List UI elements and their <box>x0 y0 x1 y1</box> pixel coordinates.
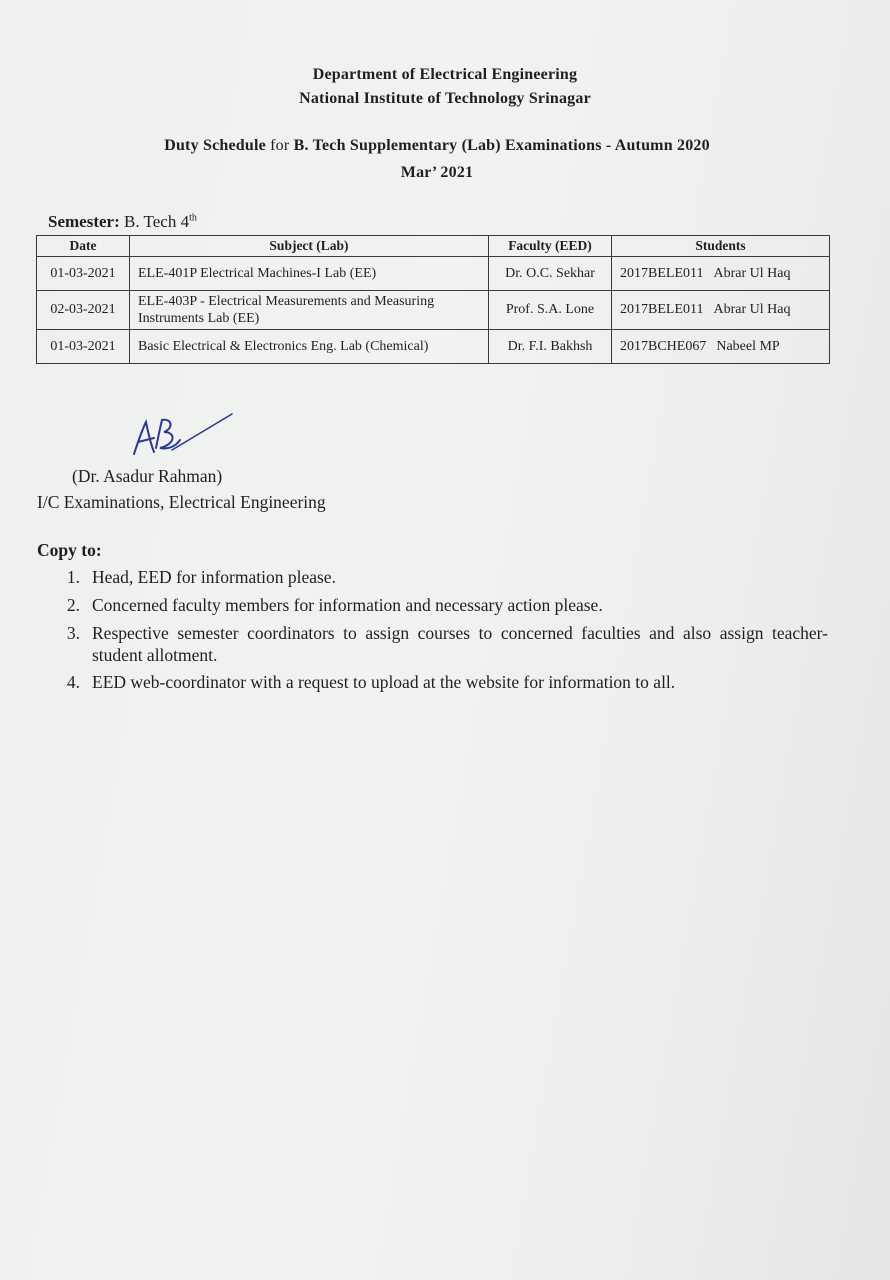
title-part-3: B. Tech Supplementary (Lab) Examinations - Autumn 2020 <box>289 137 710 154</box>
header-subject: Subject (Lab) <box>130 236 489 257</box>
cell-date: 01-03-2021 <box>37 330 130 364</box>
cell-date: 02-03-2021 <box>37 291 130 330</box>
copy-to-title: Copy to: <box>37 540 102 560</box>
student-id: 2017BELE011 <box>620 265 704 281</box>
list-item <box>56 622 828 666</box>
cell-date: 01-03-2021 <box>37 257 130 291</box>
cell-student <box>612 291 830 330</box>
list-item-text: Respective semester coordinators to assign courses to concerned faculties and also assign teacher-student allotment. <box>92 623 828 665</box>
department-name: Department of Electrical Engineering <box>312 66 578 83</box>
handwritten-signature <box>128 408 238 464</box>
list-item-text: EED web-coordinator with a request to upload at the website for information to all. <box>92 672 676 692</box>
title-part-2: for <box>270 137 290 154</box>
semester-value: B. Tech 4 <box>119 212 190 231</box>
list-item <box>56 566 828 588</box>
list-item-number: 2. <box>66 595 80 615</box>
institute-name: National Institute of Technology Srinagar <box>299 90 591 107</box>
student-name: Nabeel MP <box>716 338 780 354</box>
table-row <box>37 291 830 330</box>
list-item-number: 3. <box>66 623 80 643</box>
cell-subject: ELE-403P - Electrical Measurements and Measuring Instruments Lab (EE) <box>130 291 489 330</box>
cell-faculty: Prof. S.A. Lone <box>489 291 612 330</box>
student-name: Abrar Ul Haq <box>713 302 791 317</box>
title-part-1: Duty Schedule <box>164 137 271 154</box>
cell-faculty: Dr. F.I. Bakhsh <box>489 330 612 364</box>
list-item-number: 1. <box>66 567 80 587</box>
signatory-name: (Dr. Asadur Rahman) <box>72 466 223 486</box>
duty-schedule-table <box>36 235 830 364</box>
document-title <box>0 137 882 155</box>
document-date: Mar’ 2021 <box>400 164 474 181</box>
copy-to-list <box>56 566 828 699</box>
student-id: 2017BELE011 <box>620 302 704 317</box>
semester-superscript: th <box>189 212 197 224</box>
list-item-number: 4. <box>66 672 80 692</box>
list-item <box>56 594 828 616</box>
header-faculty: Faculty (EED) <box>489 236 612 257</box>
student-id: 2017BCHE067 <box>620 338 707 354</box>
cell-faculty: Dr. O.C. Sekhar <box>489 257 612 291</box>
cell-subject: ELE-401P Electrical Machines-I Lab (EE) <box>130 257 489 291</box>
semester-line <box>48 212 197 232</box>
student-name: Abrar Ul Haq <box>713 265 791 281</box>
list-item-text: Head, EED for information please. <box>92 567 336 587</box>
cell-student <box>612 330 830 364</box>
signatory-role: I/C Examinations, Electrical Engineering <box>37 492 326 512</box>
table-row <box>37 330 830 364</box>
semester-label: Semester: <box>48 212 120 231</box>
cell-student <box>612 257 830 291</box>
table-row <box>37 257 830 291</box>
header-students: Students <box>612 236 830 257</box>
list-item <box>56 671 828 693</box>
table-header-row <box>37 236 830 257</box>
cell-subject: Basic Electrical & Electronics Eng. Lab (Chemical) <box>130 330 489 364</box>
list-item-text: Concerned faculty members for information and necessary action please. <box>92 595 603 615</box>
header-date: Date <box>37 236 130 257</box>
